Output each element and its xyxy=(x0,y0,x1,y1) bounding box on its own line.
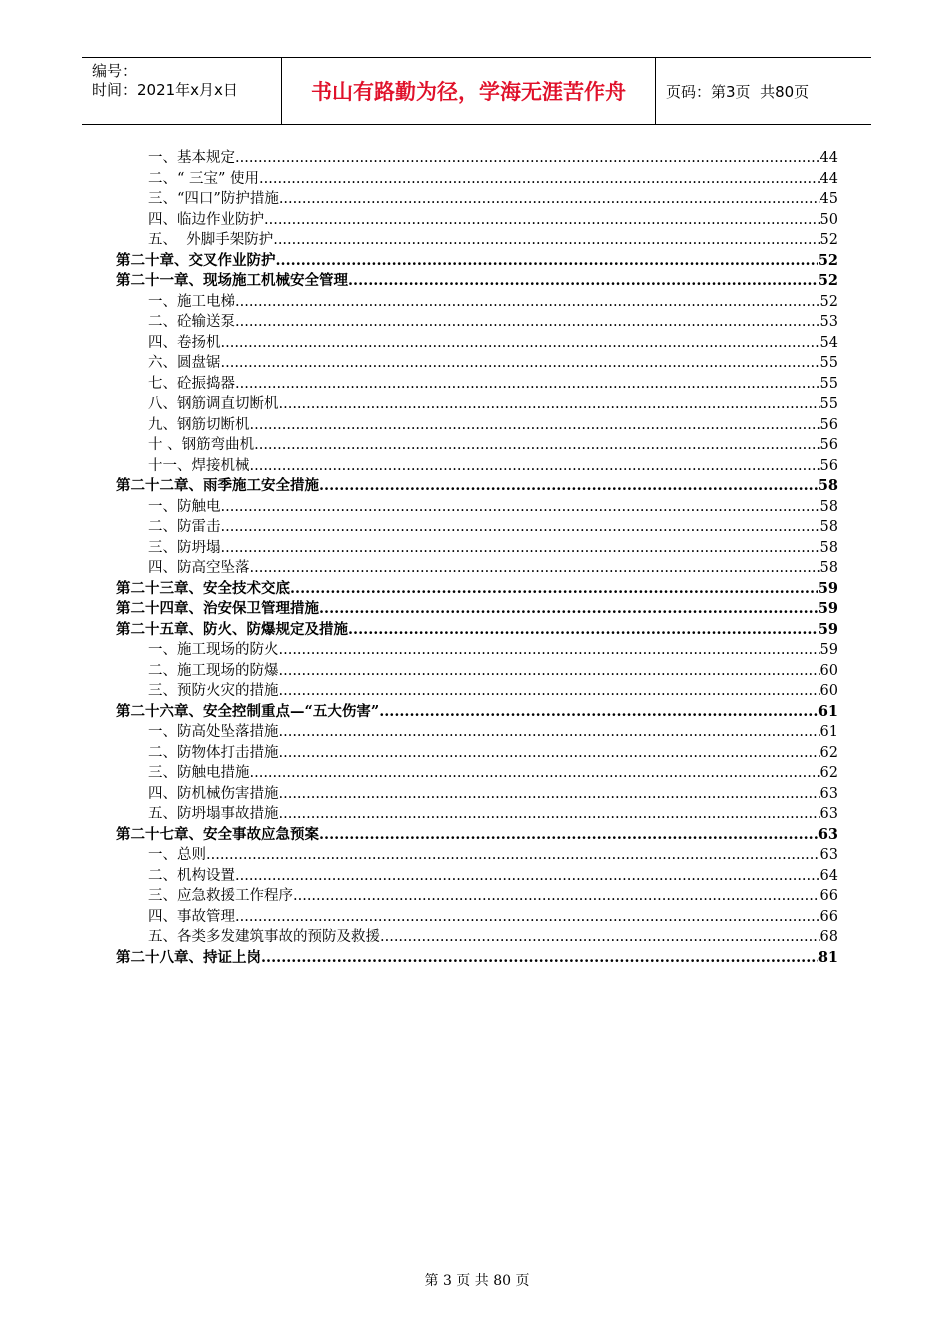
toc-entry-page: 58 xyxy=(819,560,838,576)
toc-leader-dots xyxy=(279,804,820,825)
page-footer xyxy=(0,1270,950,1290)
toc-entry-title: 三、应急救援工作程序 xyxy=(148,888,293,904)
toc-entry-title: 第二十章、交叉作业防护 xyxy=(116,251,276,269)
toc-section-entry[interactable] xyxy=(116,886,838,907)
toc-entry-page: 54 xyxy=(819,334,838,351)
toc-chapter-entry[interactable] xyxy=(116,948,838,969)
toc-entry-title: 四、防机械伤害措施 xyxy=(148,785,279,802)
toc-entry-page: 61 xyxy=(819,724,838,740)
toc-leader-dots xyxy=(273,230,819,251)
toc-entry-title: 三、防触电措施 xyxy=(148,765,250,781)
toc-leader-dots xyxy=(261,948,818,969)
toc-section-entry[interactable] xyxy=(116,374,838,395)
toc-chapter-entry[interactable] xyxy=(116,825,838,846)
toc-entry-title: 第二十一章、现场施工机械安全管理 xyxy=(116,272,348,289)
toc-leader-dots xyxy=(279,661,820,682)
toc-entry-page: 64 xyxy=(819,867,838,884)
footer-page-number: 第 3 页 共 80 页 xyxy=(424,1273,530,1289)
toc-entry-page: 45 xyxy=(819,191,838,207)
toc-section-entry[interactable] xyxy=(116,517,838,538)
header-page-info xyxy=(656,58,871,124)
toc-entry-page: 58 xyxy=(817,477,838,494)
toc-entry-page: 60 xyxy=(819,683,838,699)
toc-entry-title: 第二十二章、雨季施工安全措施 xyxy=(116,477,319,494)
toc-section-entry[interactable] xyxy=(116,435,838,456)
toc-entry-page: 58 xyxy=(819,539,838,556)
toc-leader-dots xyxy=(250,763,820,784)
toc-section-entry[interactable] xyxy=(116,866,838,887)
toc-entry-page: 44 xyxy=(819,170,838,187)
header-motto xyxy=(282,58,656,124)
toc-entry-page: 58 xyxy=(819,519,838,535)
toc-section-entry[interactable] xyxy=(116,210,838,231)
toc-leader-dots xyxy=(235,292,820,313)
toc-leader-dots xyxy=(254,435,819,456)
toc-leader-dots xyxy=(259,169,820,190)
toc-leader-dots xyxy=(319,599,818,620)
toc-entry-page: 59 xyxy=(817,579,838,597)
toc-section-entry[interactable] xyxy=(116,538,838,559)
toc-entry-page: 62 xyxy=(819,744,838,761)
toc-entry-page: 52 xyxy=(819,232,838,248)
toc-entry-page: 63 xyxy=(819,847,838,863)
toc-entry-page: 59 xyxy=(817,600,838,617)
toc-entry-page: 52 xyxy=(817,251,838,269)
toc-section-entry[interactable] xyxy=(116,722,838,743)
toc-section-entry[interactable] xyxy=(116,148,838,169)
toc-entry-title: 七、砼振捣器 xyxy=(148,375,235,392)
toc-leader-dots xyxy=(279,640,820,661)
toc-entry-title: 三、“四口”防护措施 xyxy=(148,191,279,207)
toc-section-entry[interactable] xyxy=(116,640,838,661)
toc-section-entry[interactable] xyxy=(116,456,838,477)
toc-entry-page: 53 xyxy=(819,314,838,330)
toc-leader-dots xyxy=(235,374,820,395)
toc-entry-title: 四、卷扬机 xyxy=(148,334,221,351)
toc-section-entry[interactable] xyxy=(116,497,838,518)
toc-section-entry[interactable] xyxy=(116,804,838,825)
toc-leader-dots xyxy=(279,784,820,805)
toc-leader-dots xyxy=(206,845,820,866)
toc-leader-dots xyxy=(279,189,820,210)
toc-entry-title: 一、基本规定 xyxy=(148,150,235,166)
header-meta xyxy=(82,58,282,124)
toc-entry-title: 十一、焊接机械 xyxy=(148,457,250,474)
toc-section-entry[interactable] xyxy=(116,661,838,682)
toc-leader-dots xyxy=(319,825,818,846)
toc-section-entry[interactable] xyxy=(116,353,838,374)
toc-entry-title: 四、临边作业防护 xyxy=(148,211,264,228)
toc-entry-page: 52 xyxy=(817,272,838,289)
toc-leader-dots xyxy=(235,312,820,333)
toc-entry-title: 九、钢筋切断机 xyxy=(148,416,250,433)
toc-entry-page: 44 xyxy=(819,150,838,166)
toc-section-entry[interactable] xyxy=(116,927,838,948)
toc-section-entry[interactable] xyxy=(116,907,838,928)
toc-entry-title: 二、施工现场的防爆 xyxy=(148,662,279,679)
toc-leader-dots xyxy=(221,333,820,354)
toc-section-entry[interactable] xyxy=(116,312,838,333)
toc-entry-title: 十 、钢筋弯曲机 xyxy=(148,437,255,453)
toc-section-entry[interactable] xyxy=(116,558,838,579)
header-page-label: 页码：第3页 共80页 xyxy=(666,82,810,101)
toc-leader-dots xyxy=(348,620,818,641)
toc-entry-page: 52 xyxy=(819,293,838,310)
toc-leader-dots xyxy=(279,394,820,415)
toc-entry-title: 一、施工现场的防火 xyxy=(148,642,279,658)
toc-leader-dots xyxy=(279,722,820,743)
toc-entry-title: 三、防坍塌 xyxy=(148,539,221,556)
toc-entry-page: 63 xyxy=(819,785,838,802)
toc-entry-page: 63 xyxy=(817,825,838,843)
toc-section-entry[interactable] xyxy=(116,681,838,702)
toc-entry-title: 第二十八章、持证上岗 xyxy=(116,948,261,966)
toc-chapter-entry[interactable] xyxy=(116,702,838,723)
toc-chapter-entry[interactable] xyxy=(116,476,838,497)
toc-entry-page: 66 xyxy=(819,908,838,925)
toc-entry-title: 二、砼输送泵 xyxy=(148,314,235,330)
toc-entry-title: 五、 外脚手架防护 xyxy=(148,232,274,248)
motto-text: 书山有路勤为径，学海无涯苦作舟 xyxy=(311,80,626,104)
toc-section-entry[interactable] xyxy=(116,333,838,354)
toc-entry-title: 三、预防火灾的措施 xyxy=(148,683,279,699)
toc-entry-title: 二、机构设置 xyxy=(148,867,235,884)
toc-chapter-entry[interactable] xyxy=(116,251,838,272)
toc-leader-dots xyxy=(276,251,818,272)
toc-entry-title: 六、圆盘锯 xyxy=(148,355,221,371)
toc-leader-dots xyxy=(290,579,818,600)
toc-leader-dots xyxy=(250,415,820,436)
toc-entry-title: 第二十四章、治安保卫管理措施 xyxy=(116,600,319,617)
toc-entry-title: 五、各类多发建筑事故的预防及救援 xyxy=(148,929,380,945)
toc-section-entry[interactable] xyxy=(116,763,838,784)
toc-leader-dots xyxy=(221,517,820,538)
toc-entry-page: 60 xyxy=(819,662,838,679)
toc-leader-dots xyxy=(221,353,820,374)
toc-entry-page: 58 xyxy=(819,498,838,515)
toc-entry-page: 55 xyxy=(819,396,838,412)
toc-leader-dots xyxy=(380,927,820,948)
toc-leader-dots xyxy=(379,702,818,723)
toc-entry-page: 66 xyxy=(819,888,838,904)
toc-entry-title: 第二十三章、安全技术交底 xyxy=(116,579,290,597)
toc-entry-page: 59 xyxy=(819,642,838,658)
toc-section-entry[interactable] xyxy=(116,292,838,313)
toc-chapter-entry[interactable] xyxy=(116,599,838,620)
toc-section-entry[interactable] xyxy=(116,189,838,210)
toc-entry-title: 第二十五章、防火、防爆规定及措施 xyxy=(116,620,348,638)
document-number-label: 编号： xyxy=(92,62,138,80)
toc-entry-title: 一、防触电 xyxy=(148,498,221,515)
toc-entry-page: 56 xyxy=(819,457,838,474)
page-header xyxy=(82,57,871,125)
toc-entry-title: 二、防雷击 xyxy=(148,519,221,535)
toc-section-entry[interactable] xyxy=(116,743,838,764)
toc-entry-page: 68 xyxy=(819,929,838,945)
toc-entry-page: 56 xyxy=(819,416,838,433)
toc-leader-dots xyxy=(264,210,820,231)
toc-entry-title: 一、防高处坠落措施 xyxy=(148,724,279,740)
toc-entry-title: 二、防物体打击措施 xyxy=(148,744,279,761)
toc-entry-page: 55 xyxy=(819,375,838,392)
toc-chapter-entry[interactable] xyxy=(116,271,838,292)
document-date-label: 时间：2021年x月x日 xyxy=(92,81,238,99)
toc-entry-title: 四、事故管理 xyxy=(148,908,235,925)
table-of-contents xyxy=(116,148,838,968)
toc-entry-page: 61 xyxy=(817,702,838,720)
toc-entry-title: 第二十七章、安全事故应急预案 xyxy=(116,825,319,843)
toc-entry-title: 四、防高空坠落 xyxy=(148,560,250,576)
toc-leader-dots xyxy=(221,497,820,518)
toc-leader-dots xyxy=(279,681,820,702)
toc-entry-page: 59 xyxy=(817,620,838,638)
toc-chapter-entry[interactable] xyxy=(116,579,838,600)
toc-entry-title: 八、钢筋调直切断机 xyxy=(148,396,279,412)
toc-leader-dots xyxy=(279,743,820,764)
toc-entry-page: 63 xyxy=(819,806,838,822)
toc-leader-dots xyxy=(235,148,820,169)
toc-leader-dots xyxy=(250,456,820,477)
toc-section-entry[interactable] xyxy=(116,169,838,190)
toc-section-entry[interactable] xyxy=(116,415,838,436)
toc-entry-page: 62 xyxy=(819,765,838,781)
toc-leader-dots xyxy=(319,476,818,497)
toc-leader-dots xyxy=(250,558,820,579)
toc-entry-title: 二、“ 三宝” 使用 xyxy=(148,170,260,187)
toc-section-entry[interactable] xyxy=(116,784,838,805)
toc-entry-title: 第二十六章、安全控制重点—“五大伤害” xyxy=(116,702,380,720)
toc-entry-page: 81 xyxy=(817,948,838,966)
toc-leader-dots xyxy=(293,886,820,907)
toc-entry-page: 50 xyxy=(819,211,838,228)
toc-leader-dots xyxy=(235,907,820,928)
toc-section-entry[interactable] xyxy=(116,230,838,251)
toc-entry-page: 55 xyxy=(819,355,838,371)
toc-entry-title: 一、总则 xyxy=(148,847,206,863)
toc-entry-page: 56 xyxy=(819,437,838,453)
toc-chapter-entry[interactable] xyxy=(116,620,838,641)
toc-section-entry[interactable] xyxy=(116,394,838,415)
toc-leader-dots xyxy=(348,271,818,292)
toc-entry-title: 五、防坍塌事故措施 xyxy=(148,806,279,822)
toc-entry-title: 一、施工电梯 xyxy=(148,293,235,310)
toc-leader-dots xyxy=(221,538,820,559)
toc-leader-dots xyxy=(235,866,820,887)
toc-section-entry[interactable] xyxy=(116,845,838,866)
